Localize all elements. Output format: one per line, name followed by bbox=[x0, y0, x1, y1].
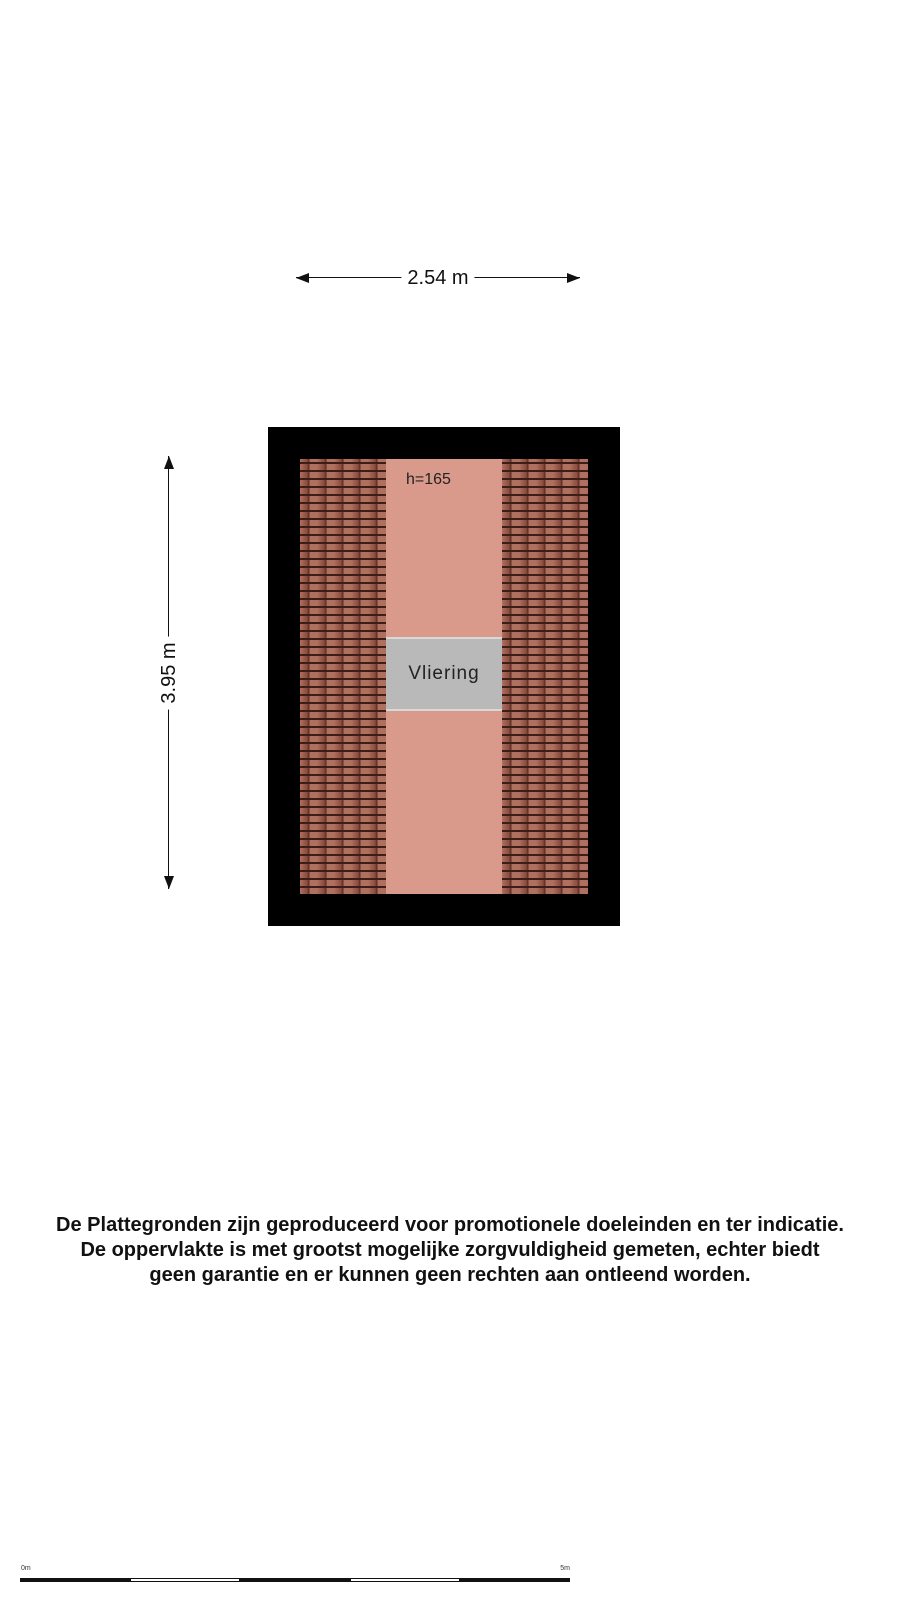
width-dimension bbox=[296, 268, 580, 288]
disclaimer-line-3: geen garantie en er kunnen geen rechten aan ontleend worden. bbox=[149, 1264, 751, 1286]
room-height-note: h=165 bbox=[406, 471, 451, 488]
scale-segment bbox=[240, 1578, 350, 1582]
floor-plan bbox=[268, 427, 620, 926]
scale-bar bbox=[20, 1565, 570, 1585]
roof-slope-right bbox=[502, 459, 588, 894]
scale-start-label: 0m bbox=[21, 1565, 31, 1572]
disclaimer-line-2: De oppervlakte is met grootst mogelijke zorgvuldigheid gemeten, echter biedt bbox=[80, 1239, 820, 1261]
disclaimer-line-1: De Plattegronden zijn geproduceerd voor promotionele doeleinden en ter indicatie. bbox=[56, 1214, 844, 1236]
disclaimer-text bbox=[0, 1213, 900, 1288]
height-dimension bbox=[159, 456, 179, 889]
scale-bar-segments bbox=[20, 1578, 570, 1582]
arrow-right-icon bbox=[567, 273, 580, 283]
arrow-up-icon bbox=[164, 456, 174, 469]
arrow-left-icon bbox=[296, 273, 309, 283]
scale-segment bbox=[350, 1578, 460, 1582]
scale-end-label: 5m bbox=[560, 1565, 570, 1572]
height-dimension-label: 3.95 m bbox=[157, 636, 181, 709]
arrow-down-icon bbox=[164, 876, 174, 889]
scale-segment bbox=[130, 1578, 240, 1582]
width-dimension-label: 2.54 m bbox=[401, 266, 474, 290]
scale-segment bbox=[460, 1578, 570, 1582]
attic-floor-area bbox=[386, 459, 502, 894]
roof-slope-left bbox=[300, 459, 386, 894]
room-name-label: Vliering bbox=[386, 637, 502, 711]
scale-segment bbox=[20, 1578, 130, 1582]
